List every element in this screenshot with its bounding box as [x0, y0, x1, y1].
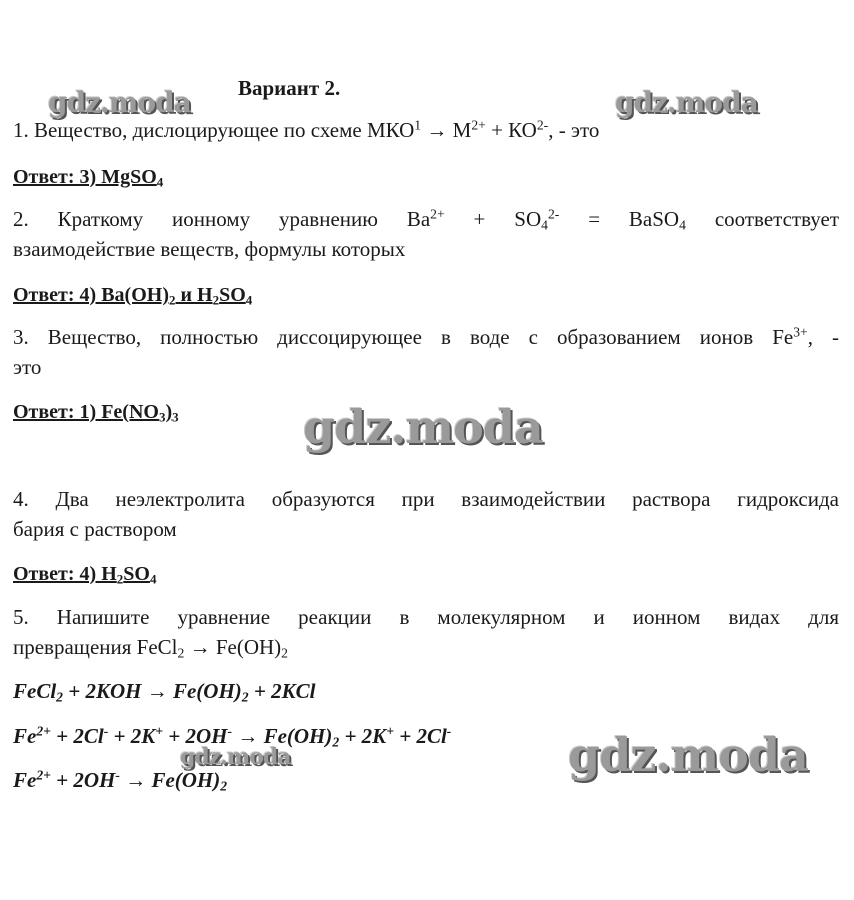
equation-full-ionic: $Fe^{2+} + 2Cl^- + 2K^+ + 2OH^- \to Fe(OH)_2 + 2K^+ + 2Cl^-$ — [13, 723, 452, 750]
watermark-center: gdz.moda — [303, 400, 543, 454]
watermark-top-left: gdz.moda — [48, 86, 191, 119]
watermark-bottom-small: gdz.moda — [180, 744, 291, 770]
question-3-line2: это — [13, 355, 42, 379]
answer-3: Ответ: 1) $Fe(NO_3)_3$ — [13, 401, 179, 425]
watermark-bottom-right: gdz.moda — [568, 728, 808, 782]
question-1: 1. Вещество, дислоцирующее по схеме $МКО^1 \to М^{2+} + КО^{2-}$, - это — [13, 117, 600, 142]
question-3-line1: 3. Вещество, полностью диссоцирующее в воде с образованием ионов $Fe^{3+}$, - — [13, 324, 839, 349]
answer-1: Ответ: 3) MgSO$_4$ — [13, 166, 164, 190]
page-title: Вариант 2. — [238, 76, 341, 100]
question-5-line1: 5. Напишите уравнение реакции в молекулярном и ионном видах для — [13, 605, 839, 629]
equation-molecular: FeCl$_2$ + $2KOH \to Fe(OH)_2 + 2KCl$ — [13, 679, 316, 705]
question-2-line2: взаимодействие веществ, формулы которых — [13, 237, 406, 261]
question-2-line1: 2. Краткому ионному уравнению $Ba^{2+} + SO_4^{2-}$ = BaSO$_4$ соответствует — [13, 206, 840, 233]
answer-2: Ответ: 4) $Ba(OH)_2$ и $H_2SO_4$ — [13, 284, 253, 308]
equation-short-ionic: $Fe^{2+} + 2OH^- \to Fe(OH)_2$ — [13, 767, 228, 794]
question-5-line2: превращения FeCl$_2$ → $Fe(OH)_2$ — [13, 635, 288, 661]
watermark-top-right: gdz.moda — [615, 86, 758, 119]
answer-4: Ответ: 4) $H_2SO_4$ — [13, 563, 157, 587]
question-4-line1: 4. Два неэлектролита образуются при взаимодействии раствора гидроксида — [13, 487, 839, 511]
question-4-line2: бария с раствором — [13, 517, 177, 541]
